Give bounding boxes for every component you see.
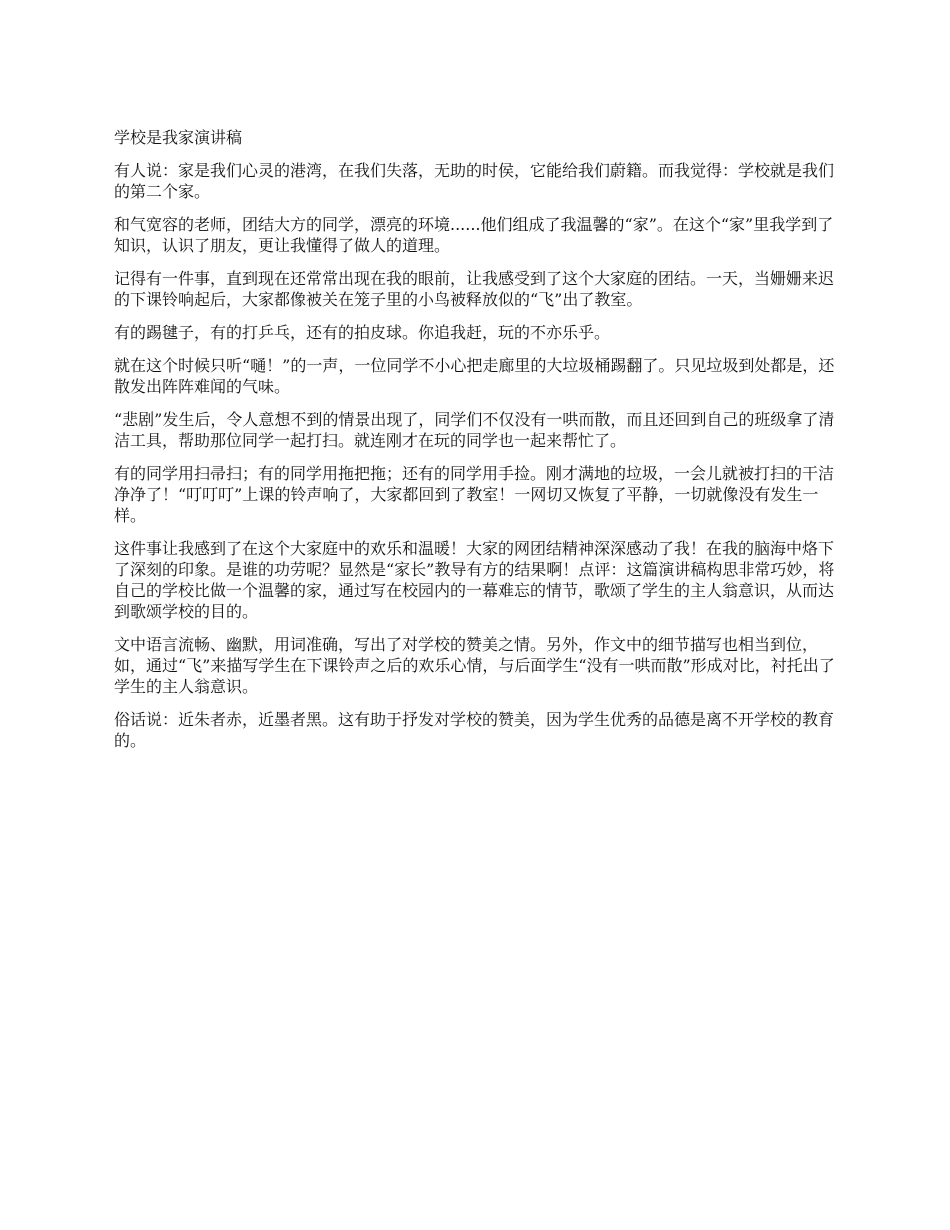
paragraph: 记得有一件事，直到现在还常常出现在我的眼前，让我感受到了这个大家庭的团结。一天，当姗姗来迟的下课铃响起后，大家都像被关在笼子里的小鸟被释放似的“飞”出了教室。 xyxy=(114,269,835,309)
paragraph: 俗话说：近朱者赤，近墨者黑。这有助于抒发对学校的赞美，因为学生优秀的品德是离不开学校的教育的。 xyxy=(114,710,835,750)
document-body xyxy=(114,127,842,763)
paragraph: 就在这个时候只听“嗵！”的一声，一位同学不小心把走廊里的大垃圾桶踢翻了。只见垃圾到处都是，还散发出阵阵难闻的气味。 xyxy=(114,356,835,396)
paragraph: 文中语言流畅、幽默，用词准确，写出了对学校的赞美之情。另外，作文中的细节描写也相当到位，如，通过“飞”来描写学生在下课铃声之后的欢乐心情，与后面学生“没有一哄而散”形成对比，衬托出了学生的主人翁意识。 xyxy=(114,635,835,696)
paragraph: 有人说：家是我们心灵的港湾，在我们失落，无助的时侯，它能给我们蔚籍。而我觉得：学校就是我们的第二个家。 xyxy=(114,161,835,201)
document-title: 学校是我家演讲稿 xyxy=(114,128,243,147)
paragraph: 和气宽容的老师，团结大方的同学，漂亮的环境......他们组成了我温馨的“家”。在这个“家”里我学到了知识，认识了朋友，更让我懂得了做人的道理。 xyxy=(114,215,834,255)
paragraph: 这件事让我感到了在这个大家庭中的欢乐和温暖！大家的网团结精神深深感动了我！在我的脑海中烙下了深刻的印象。是谁的功劳呢？显然是“家长”教导有方的结果啊！点评：这篇演讲稿构思非常巧妙，将自己的学校比做一个温馨的家，通过写在校园内的一幕难忘的情节，歌颂了学生的主人翁意识，从而达到歌颂学校的目的。 xyxy=(114,539,835,621)
paragraph: “悲剧”发生后，令人意想不到的情景出现了，同学们不仅没有一哄而散，而且还回到自己的班级拿了清洁工具，帮助那位同学一起打扫。就连刚才在玩的同学也一起来帮忙了。 xyxy=(114,410,835,450)
paragraph: 有的同学用扫帚扫；有的同学用拖把拖；还有的同学用手捡。刚才满地的垃圾，一会儿就被打扫的干洁净净了！“叮叮叮”上课的铃声响了，大家都回到了教室！一网切又恢复了平静，一切就像没有发生一样。 xyxy=(114,464,835,525)
paragraph: 有的踢毽子，有的打乒乓，还有的拍皮球。你追我赶，玩的不亦乐乎。 xyxy=(114,323,611,342)
